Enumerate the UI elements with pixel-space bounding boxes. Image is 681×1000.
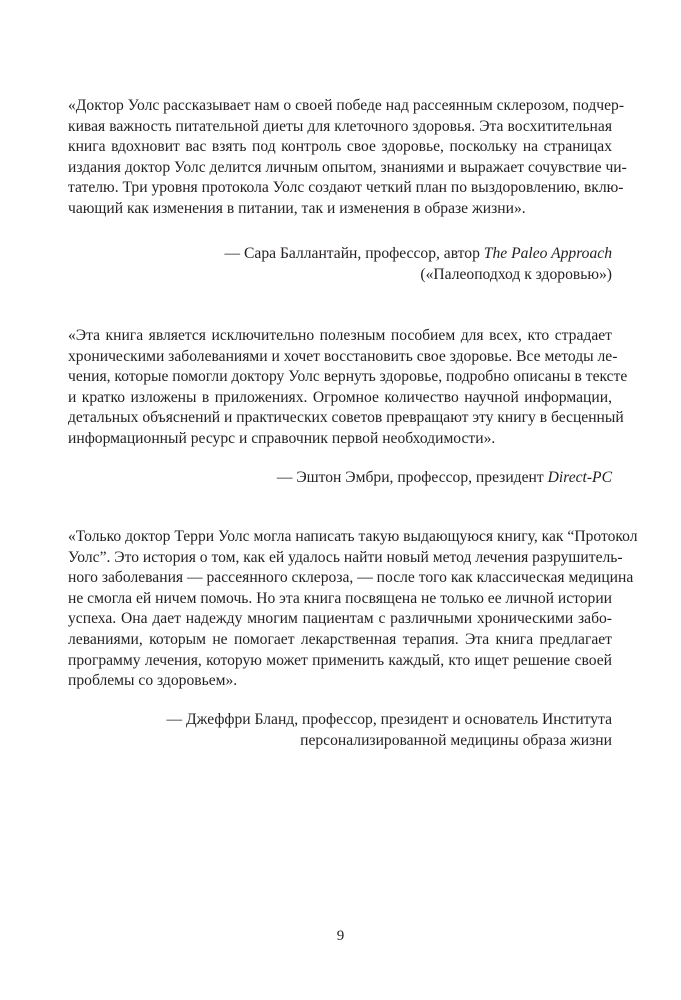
quote-3-line: леваниями, которым не помогает лекарственная терапия. Эта книга предлагает: [68, 630, 612, 648]
attribution-1-line-2: («Палеоподход к здоровью»): [420, 266, 612, 283]
quote-1-line: чающий как изменения в питании, так и изменения в образе жизни».: [68, 199, 526, 217]
quote-1-line: книга вдохновит вас взять под контроль свое здоровье, поскольку на страницах: [68, 138, 612, 156]
quote-1-line: издания доктор Уолс делится личным опытом, знаниями и выражает сочувствие чи-: [68, 158, 627, 176]
testimonial-quote-2: [68, 326, 628, 450]
quote-2-line: хроническими заболеваниями и хочет восстановить свое здоровье. Все методы ле-: [68, 347, 618, 365]
attribution-3-line-1: — Джеффри Бланд, профессор, президент и основатель Института: [166, 711, 612, 728]
quote-3-line: проблемы со здоровьем».: [68, 672, 238, 690]
quote-3-line: Уолс”. Это история о том, как ей удалось найти новый метод лечения разрушитель-: [68, 548, 623, 566]
quote-3-line: ного заболевания — рассеянного склероза, — после того как классическая медицина: [68, 569, 634, 587]
quote-1-line: «Доктор Уолс рассказывает нам о своей победе над рассеянным склерозом, подчер-: [68, 97, 625, 114]
quote-2-line: детальных объяснений и практических советов превращают эту книгу в бесценный: [68, 409, 624, 427]
quote-1-line: тателю. Три уровня протокола Уолс создают четкий план по выздоровлению, вклю-: [68, 179, 624, 197]
page-number: 9: [336, 928, 345, 944]
quote-2-line: чения, которые помогли доктору Уолс вернуть здоровье, подробно описаны в тексте: [68, 368, 628, 386]
attribution-2-author: — Эштон Эмбри, профессор, президент: [276, 469, 548, 486]
testimonial-attribution-2: [68, 467, 612, 488]
attribution-1-line-1: [68, 243, 612, 264]
quote-1-line: кивая важность питательной диеты для клеточного здоровья. Эта восхитительная: [68, 117, 612, 135]
testimonial-attribution-1: [68, 243, 612, 285]
testimonial-attribution-3: [68, 709, 612, 751]
attribution-2-company: Direct-PC: [547, 469, 612, 486]
attribution-2-line-1: [68, 467, 612, 488]
attribution-3-line-2: персонализированной медицины образа жизни: [300, 732, 612, 749]
attribution-1-book-title: The Paleo Approach: [483, 245, 612, 262]
testimonial-quote-3: [68, 527, 638, 692]
attribution-1-author: — Сара Баллантайн, профессор, автор: [224, 245, 484, 262]
quote-2-line: «Эта книга является исключительно полезным пособием для всех, кто страдает: [68, 327, 612, 344]
quote-2-line: и кратко изложены в приложениях. Огромное количество научной информации,: [68, 388, 612, 406]
quote-3-line: «Только доктор Терри Уолс могла написать такую выдающуюся книгу, как “Протокол: [68, 528, 638, 545]
testimonial-quote-1: [68, 96, 627, 220]
quote-3-line: успеха. Она дает надежду многим пациентам с различными хроническими забо-: [68, 610, 612, 628]
quote-2-line: информационный ресурс и справочник первой необходимости».: [68, 429, 496, 447]
quote-3-line: не смогла ей ничем помочь. Но эта книга посвящена не только ее личной истории: [68, 589, 613, 607]
quote-3-line: программу лечения, которую может применить каждый, кто ищет решение своей: [68, 651, 612, 669]
